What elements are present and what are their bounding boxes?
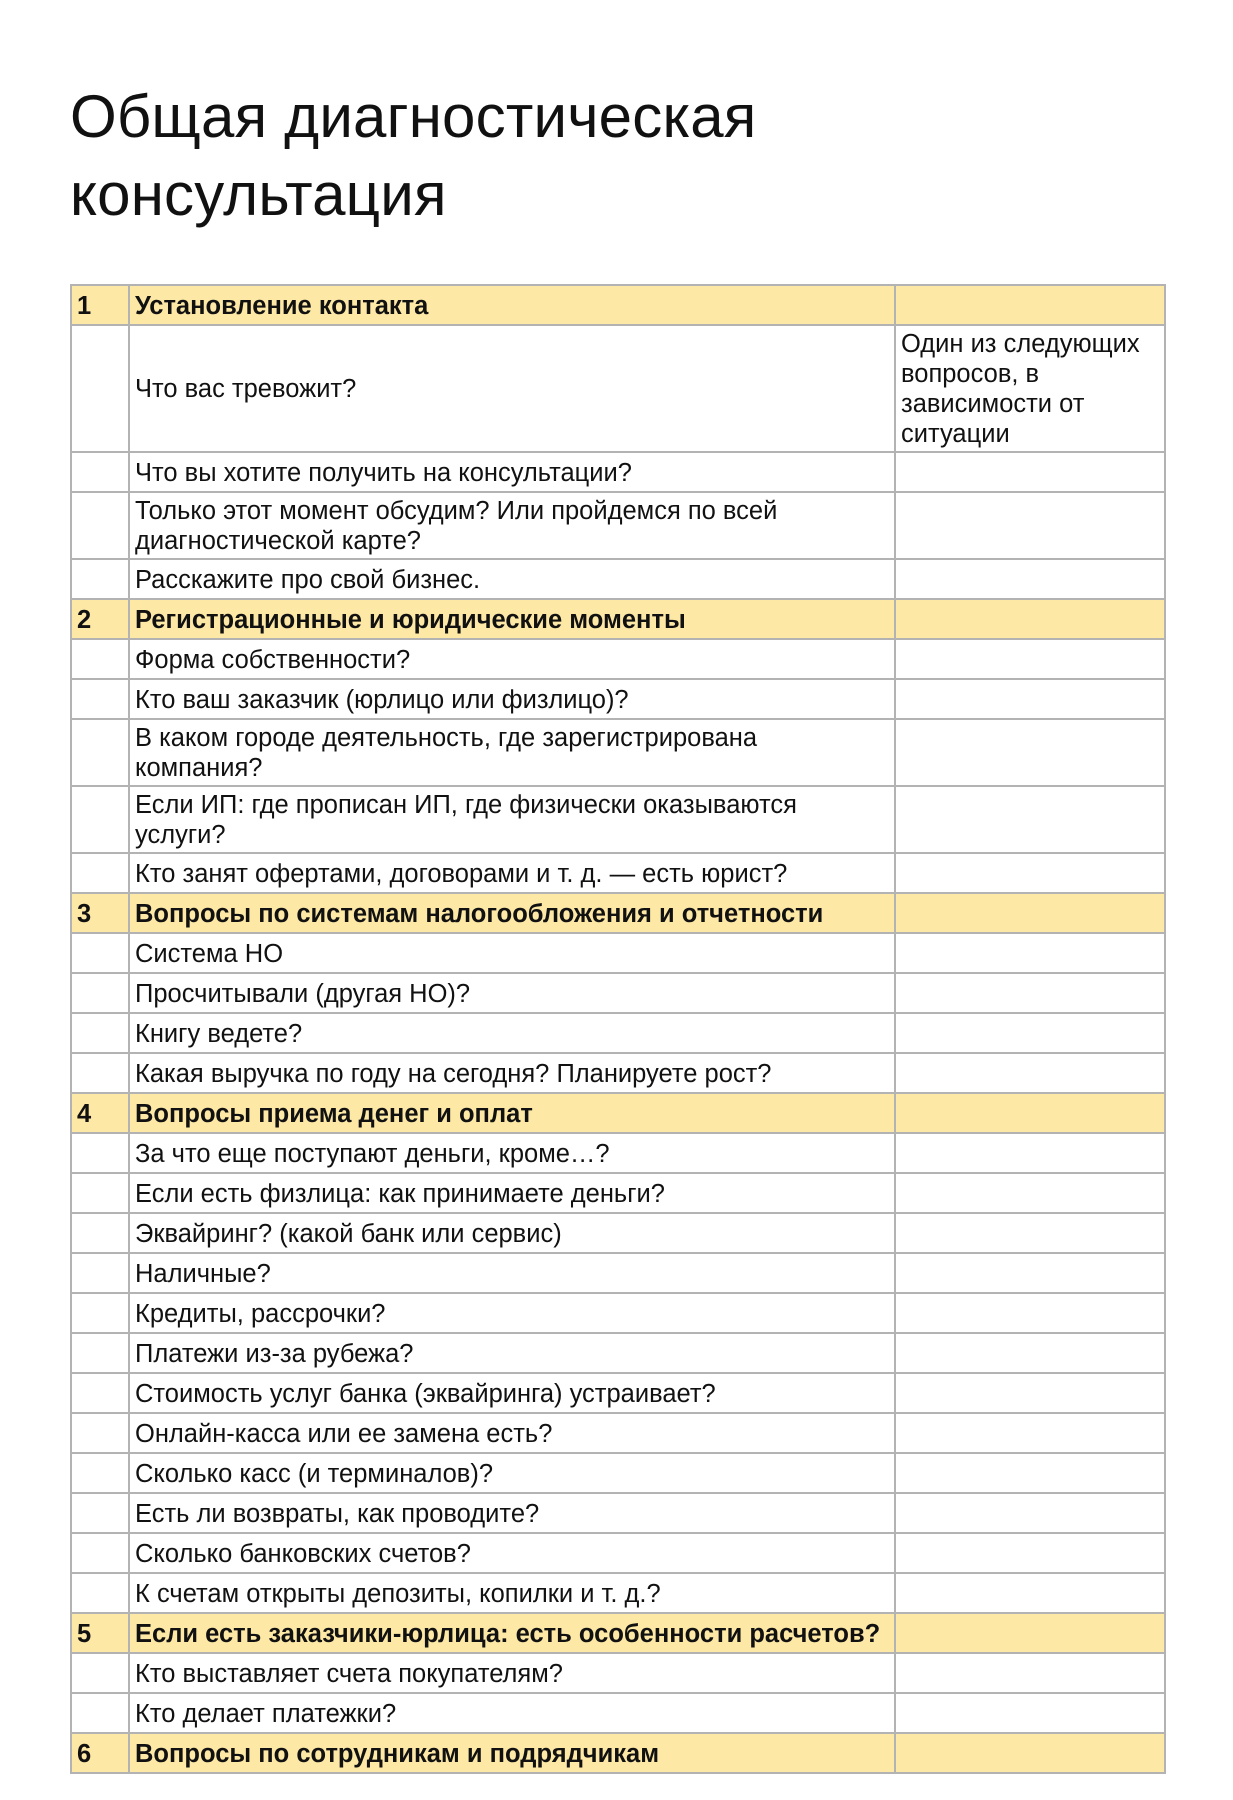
note-cell <box>895 1133 1165 1173</box>
question-cell: Что вы хотите получить на консультации? <box>129 452 895 492</box>
question-row <box>71 1133 1165 1173</box>
section-number: 6 <box>71 1733 129 1773</box>
note-cell <box>895 1293 1165 1333</box>
question-row <box>71 1413 1165 1453</box>
number-cell <box>71 933 129 973</box>
note-cell <box>895 719 1165 786</box>
note-cell <box>895 933 1165 973</box>
section-row <box>71 1733 1165 1773</box>
note-cell <box>895 853 1165 893</box>
question-cell: В каком городе деятельность, где зарегистрирована компания? <box>129 719 895 786</box>
note-cell <box>895 786 1165 853</box>
number-cell <box>71 1293 129 1333</box>
note-cell <box>895 1533 1165 1573</box>
note-cell <box>895 1053 1165 1093</box>
question-cell: Просчитывали (другая НО)? <box>129 973 895 1013</box>
question-row <box>71 559 1165 599</box>
question-row <box>71 973 1165 1013</box>
section-note <box>895 893 1165 933</box>
question-cell: Какая выручка по году на сегодня? Планируете рост? <box>129 1053 895 1093</box>
section-number: 4 <box>71 1093 129 1133</box>
section-note <box>895 599 1165 639</box>
section-row <box>71 285 1165 325</box>
question-cell: Расскажите про свой бизнес. <box>129 559 895 599</box>
number-cell <box>71 492 129 559</box>
section-note <box>895 1613 1165 1653</box>
question-cell: Только этот момент обсудим? Или пройдемся по всей диагностической карте? <box>129 492 895 559</box>
number-cell <box>71 1413 129 1453</box>
note-cell <box>895 492 1165 559</box>
number-cell <box>71 1253 129 1293</box>
question-row <box>71 1493 1165 1533</box>
question-row <box>71 853 1165 893</box>
note-cell <box>895 1453 1165 1493</box>
question-cell: Платежи из-за рубежа? <box>129 1333 895 1373</box>
note-cell <box>895 1373 1165 1413</box>
section-note <box>895 1093 1165 1133</box>
section-row <box>71 1613 1165 1653</box>
note-cell <box>895 1213 1165 1253</box>
question-cell: Кто ваш заказчик (юрлицо или физлицо)? <box>129 679 895 719</box>
question-cell: Форма собственности? <box>129 639 895 679</box>
question-cell: К счетам открыты депозиты, копилки и т. д.? <box>129 1573 895 1613</box>
question-cell: Наличные? <box>129 1253 895 1293</box>
note-cell <box>895 452 1165 492</box>
question-cell: Система НО <box>129 933 895 973</box>
question-row <box>71 1693 1165 1733</box>
question-row <box>71 1253 1165 1293</box>
note-cell <box>895 1693 1165 1733</box>
number-cell <box>71 559 129 599</box>
question-row <box>71 1013 1165 1053</box>
section-title: Вопросы приема денег и оплат <box>129 1093 895 1133</box>
section-title: Если есть заказчики-юрлица: есть особенности расчетов? <box>129 1613 895 1653</box>
number-cell <box>71 1453 129 1493</box>
question-row <box>71 679 1165 719</box>
question-row <box>71 1453 1165 1493</box>
number-cell <box>71 1173 129 1213</box>
question-row <box>71 452 1165 492</box>
note-cell <box>895 679 1165 719</box>
note-cell <box>895 639 1165 679</box>
number-cell <box>71 1573 129 1613</box>
question-cell: За что еще поступают деньги, кроме…? <box>129 1133 895 1173</box>
question-row <box>71 1293 1165 1333</box>
question-cell: Если есть физлица: как принимаете деньги? <box>129 1173 895 1213</box>
question-cell: Стоимость услуг банка (эквайринга) устраивает? <box>129 1373 895 1413</box>
number-cell <box>71 1053 129 1093</box>
question-row <box>71 1333 1165 1373</box>
section-row <box>71 1093 1165 1133</box>
question-cell: Если ИП: где прописан ИП, где физически оказываются услуги? <box>129 786 895 853</box>
note-cell <box>895 1653 1165 1693</box>
page-title: Общая диагностическая консультация <box>70 83 757 228</box>
section-title: Установление контакта <box>129 285 895 325</box>
note-cell <box>895 559 1165 599</box>
note-cell <box>895 1173 1165 1213</box>
question-row <box>71 1053 1165 1093</box>
question-row <box>71 933 1165 973</box>
question-row <box>71 1373 1165 1413</box>
question-row <box>71 1533 1165 1573</box>
note-cell <box>895 1413 1165 1453</box>
section-number: 2 <box>71 599 129 639</box>
number-cell <box>71 679 129 719</box>
checklist-table <box>70 284 1166 1774</box>
note-cell <box>895 973 1165 1013</box>
question-cell: Эквайринг? (какой банк или сервис) <box>129 1213 895 1253</box>
number-cell <box>71 1333 129 1373</box>
section-title: Вопросы по системам налогообложения и отчетности <box>129 893 895 933</box>
question-cell: Кто занят офертами, договорами и т. д. — есть юрист? <box>129 853 895 893</box>
number-cell <box>71 1013 129 1053</box>
number-cell <box>71 1373 129 1413</box>
section-number: 5 <box>71 1613 129 1653</box>
number-cell <box>71 786 129 853</box>
section-row <box>71 599 1165 639</box>
note-cell <box>895 1493 1165 1533</box>
note-cell <box>895 1253 1165 1293</box>
note-cell <box>895 1573 1165 1613</box>
number-cell <box>71 1693 129 1733</box>
section-note <box>895 285 1165 325</box>
section-number: 1 <box>71 285 129 325</box>
question-cell: Книгу ведете? <box>129 1013 895 1053</box>
question-row <box>71 1653 1165 1693</box>
question-cell: Сколько касс (и терминалов)? <box>129 1453 895 1493</box>
number-cell <box>71 325 129 452</box>
question-row <box>71 639 1165 679</box>
number-cell <box>71 452 129 492</box>
number-cell <box>71 1133 129 1173</box>
section-number: 3 <box>71 893 129 933</box>
section-row <box>71 893 1165 933</box>
note-cell <box>895 1013 1165 1053</box>
note-cell <box>895 1333 1165 1373</box>
number-cell <box>71 1493 129 1533</box>
question-row <box>71 1573 1165 1613</box>
question-cell: Онлайн-касса или ее замена есть? <box>129 1413 895 1453</box>
question-cell: Кто делает платежки? <box>129 1693 895 1733</box>
section-title: Регистрационные и юридические моменты <box>129 599 895 639</box>
number-cell <box>71 1213 129 1253</box>
question-cell: Кто выставляет счета покупателям? <box>129 1653 895 1693</box>
question-cell: Кредиты, рассрочки? <box>129 1293 895 1333</box>
number-cell <box>71 853 129 893</box>
question-row <box>71 1213 1165 1253</box>
number-cell <box>71 639 129 679</box>
question-cell: Сколько банковских счетов? <box>129 1533 895 1573</box>
question-cell: Есть ли возвраты, как проводите? <box>129 1493 895 1533</box>
number-cell <box>71 973 129 1013</box>
question-row <box>71 719 1165 786</box>
note-cell: Один из следующих вопросов, в зависимости от ситуации <box>895 325 1165 452</box>
number-cell <box>71 1653 129 1693</box>
question-row <box>71 325 1165 452</box>
question-row <box>71 1173 1165 1213</box>
number-cell <box>71 719 129 786</box>
question-cell: Что вас тревожит? <box>129 325 895 452</box>
number-cell <box>71 1533 129 1573</box>
question-row <box>71 786 1165 853</box>
question-row <box>71 492 1165 559</box>
section-title: Вопросы по сотрудникам и подрядчикам <box>129 1733 895 1773</box>
section-note <box>895 1733 1165 1773</box>
